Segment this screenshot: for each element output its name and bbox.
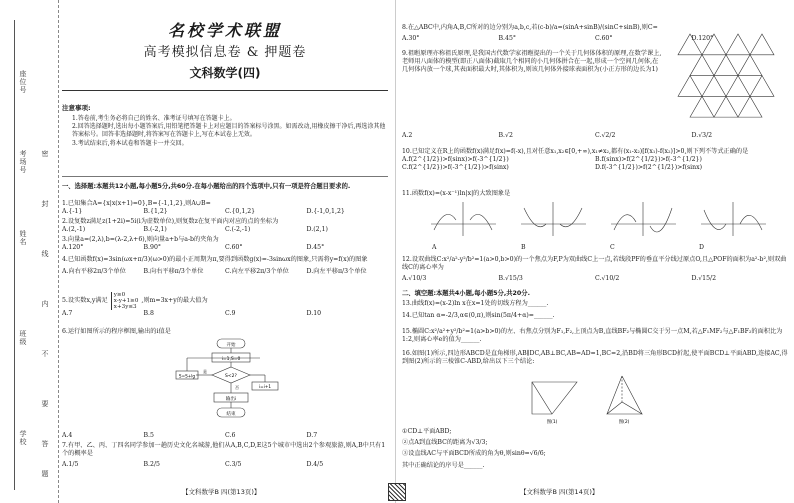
question-stem: 5.设实数x,y满足: [62, 297, 108, 305]
option-c: C.3/5: [225, 461, 242, 469]
option-d: D.√3/2: [691, 132, 713, 139]
question-10: [402, 148, 788, 173]
binding-label-seat: 座位号: [19, 70, 27, 94]
option-a: A.1/5: [62, 461, 79, 469]
question-6-options: [62, 432, 388, 440]
question-3: [62, 236, 388, 252]
q16-item: 其中正确结论的序号是______.: [402, 461, 485, 469]
lattice-triangle: [738, 55, 762, 76]
option-c: C.√2/2: [595, 132, 616, 139]
option-a: A.(2,-1): [62, 226, 86, 234]
lattice-triangle: [750, 34, 774, 55]
question-15: [402, 328, 788, 344]
option-d: D.f(-3^{1/2})>f(2^{1/2})>f(sinx): [595, 164, 703, 172]
lattice-triangle: [702, 34, 726, 55]
question-stem: 1.已知集合A={x|x(x+1)=0},B={-1,1,2},则A∪B=: [62, 200, 211, 207]
flow-yes-label: 是: [203, 369, 207, 374]
option-d: D.7: [306, 432, 318, 439]
note-item: 2.回答选择题时,选出每小题答案后,用铅笔把答题卡上对应题目的答案标号涂黑。如需改动,用橡皮擦干净后,再选涂其他答案标号。回答非选择题时,将答案写在答题卡上,写在本试卷上无效。: [72, 123, 386, 139]
figure-1-caption: 图(1): [546, 420, 558, 425]
option-d: D.{-1,0,1,2}: [306, 208, 345, 216]
paper-title: 文科数学(四): [189, 66, 261, 80]
flow-no-label: 否: [235, 385, 239, 390]
section-choice: [62, 183, 388, 191]
question-stem: 9.祖暅原理亦称祖氏原理,是我国古代数学家祖暅提出的一个关于几何体体积的原理,在数学课上,老师用八面体的模型(即正八面体)截取几个相同的小几何体拼合在一起,形成一个空间几何体,在几何体内放一个球,其表面积最大时,其体积为,则该几何体外接球表面积为(小正方形的边长为1): [402, 50, 662, 74]
option-c: C.(-2,-1): [225, 226, 251, 234]
question-12: [402, 256, 788, 284]
option-b: B.5: [143, 432, 154, 439]
question-2: [62, 218, 388, 234]
question-stem: 15.椭圆C:x²/a²+y²/b²=1(a>b>0)的左、右焦点分别为F₁,F₂,上顶点为B,直线BF₂与椭圆C交于另一点M,若△F₁MF₂与△F₁BF₂的面积比为1:2,则离心率e的值为______.: [402, 328, 783, 344]
lattice-triangle: [690, 55, 714, 76]
option-d: D.(2,1): [306, 226, 328, 234]
options: [402, 132, 788, 140]
footer-left: 【文科数学B 四(第13页)】: [182, 488, 261, 496]
seal-word: 要: [41, 400, 49, 408]
question-16-items: [402, 428, 788, 470]
options: [402, 244, 788, 252]
option-b: B.8: [143, 310, 154, 318]
notes-rule: [62, 176, 388, 177]
exam-brand-title: 名校学术联盟: [167, 21, 282, 40]
options: [402, 275, 788, 283]
flow-step2-label: i=i+1: [258, 384, 272, 389]
option-a: A.7: [62, 310, 73, 318]
lattice-triangle: [714, 55, 738, 76]
question-4: [62, 256, 388, 276]
question-stem: 14.已知tan α=-2/3,α∈(0,π),则sin(5π/4+α)=______.: [402, 312, 555, 319]
option-c: C.√10/2: [595, 275, 620, 283]
options: [62, 244, 388, 252]
section-fill: [402, 290, 788, 298]
question-5: [62, 292, 388, 319]
q16-item: ②点A到直线BC的距离为√3/3;: [402, 439, 488, 447]
binding-line: [14, 20, 15, 490]
option-c: C.6: [225, 432, 236, 439]
function-graphs: [426, 200, 786, 242]
constraint-3: x+3y≤3: [113, 304, 137, 311]
question-stem: 13.曲线f(x)=(x-2)ln x在x=1处的切线方程为______.: [402, 300, 549, 307]
binding-label-room: 考场号: [19, 150, 27, 174]
option-a: A.f(2^{1/2})>f(sinx)>f(-3^{1/2}): [402, 156, 509, 164]
constraint-2: x-y+1≥0: [113, 298, 139, 305]
option-a: A.4: [62, 432, 73, 439]
lattice-figure: [674, 30, 784, 130]
binding-margin: [0, 0, 59, 503]
binding-label-class: 班级: [19, 330, 27, 346]
lattice-triangle: [702, 76, 726, 97]
option-b: B.√2: [498, 132, 513, 139]
seal-word: 封: [41, 200, 49, 208]
option-a: A.30°: [402, 35, 420, 43]
option-d: D.10: [306, 310, 322, 318]
options: [62, 226, 388, 234]
option-b: B.(-2,1): [143, 226, 167, 234]
lattice-triangle: [726, 34, 750, 55]
option-c: C.9: [225, 310, 236, 318]
seal-word: 内: [41, 300, 49, 308]
option-d: D.45°: [306, 244, 325, 252]
note-item: 3.考试结束后,将本试卷和答题卡一并交回。: [72, 140, 188, 148]
notes-heading: 注意事项:: [62, 104, 91, 112]
flowchart-figure: [172, 338, 292, 430]
option-c: C.f(2^{1/2})>f(-3^{1/2})>f(sinx): [402, 164, 509, 172]
figure-2-caption: 图(2): [618, 420, 630, 425]
question-stem: 10.已知定义在R上的函数f(x)满足f(x)=f(-x),且对任意x₁,x₂∈[0,+∞),x₁≠x₂,都有(x₁-x₂)[f(x₁)-f(x₂)]>0,则下列不等式正确的是: [402, 148, 749, 155]
option-b: B: [521, 244, 526, 251]
question-stem: 8.在△ABC中,内角A,B,C所对的边分别为a,b,c,若(c-b)/a=(sinA+sinB)/(sinC+sinB),则C=: [402, 24, 658, 31]
question-16: [402, 350, 788, 366]
options: [62, 461, 388, 469]
question-11: [402, 190, 788, 198]
column-divider: [395, 0, 396, 503]
options: [62, 432, 388, 440]
option-a: A.√10/3: [402, 275, 427, 283]
option-b: B.90°: [143, 244, 161, 252]
question-stem: 16.如图(1)所示,四边形ABCD是直角梯形,AB∥DC,AB⊥BC,AB=AD=1,BC=2,沿BD将三角形BCD折起,使平面BCD⊥平面ABD,连接AC,得到图(2)所示的三棱锥C-ABD,给出以下三个结论:: [402, 350, 788, 366]
question-stem: 11.函数f(x)=(x-x⁻¹)ln|x|的大致图象是: [402, 190, 511, 197]
lattice-triangle: [738, 96, 762, 117]
question-tail: ,则m=3x+y的最大值为: [141, 297, 208, 305]
question-stem: 7.有甲、乙、丙、丁四名同学参加一趟历史文化名城游,他们从A,B,C,D,E这5个城市中选出2个参观旅游,则A,B中只有1个的概率是: [62, 442, 386, 458]
option-a: A.{-1}: [62, 208, 83, 216]
options: [62, 268, 388, 276]
binding-label-school: 学校: [19, 430, 27, 446]
question-stem: 12.设双曲线C:x²/a²-y²/b²=1(a>0,b>0)的一个焦点为F,P为双曲线C上一点,若线段PF的垂直平分线过原点O,且△POF的面积为a²-b²,则双曲线C的离心率为: [402, 256, 787, 272]
option-d: D.√15/2: [691, 275, 717, 283]
option-c: C: [610, 244, 615, 251]
options: [62, 310, 388, 318]
question-7: [62, 442, 388, 470]
option-b: B.45°: [498, 35, 516, 43]
left-column: [62, 0, 388, 503]
option-a: A.向右平移2π/3个单位: [62, 268, 126, 276]
lattice-triangle: [678, 34, 702, 55]
question-14: [402, 312, 788, 320]
footer-right: 【文科数学B 四(第14页)】: [520, 488, 599, 496]
option-b: B.√15/3: [498, 275, 523, 283]
question-stem: 3.向量a=(2,λ),b=(λ-2,λ+6),则向量a+b与a-b的夹角为: [62, 236, 219, 243]
note-item: 1.答卷前,考生务必将自己的姓名、准考证号填写在答题卡上。: [72, 114, 236, 122]
flow-judge-label: S<2?: [225, 374, 237, 379]
lattice-triangle: [690, 96, 714, 117]
options: [62, 208, 388, 216]
flow-output-label: 输出i: [225, 397, 237, 402]
lattice-triangle: [678, 76, 702, 97]
lattice-triangle: [726, 76, 750, 97]
question-13: [402, 300, 788, 308]
flow-init-label: i=1,S=0: [221, 357, 241, 362]
question-stem: 6.运行如图所示的程序框图,输出的i值是: [62, 328, 171, 335]
seal-word: 题: [41, 470, 49, 478]
q16-item: ①CD⊥平面ABD;: [402, 428, 452, 435]
option-b: B.向右平移π/3个单位: [143, 268, 204, 276]
constraint-system: [111, 292, 139, 310]
option-c: C.向左平移2π/3个单位: [225, 268, 289, 276]
section-heading: 一、选择题:本题共12小题,每小题5分,共60分.在每小题给出的四个选项中,只有一项是符合题目要求的.: [62, 183, 351, 190]
question-9-options: [402, 132, 788, 140]
header-rule: [62, 90, 388, 91]
right-column: [402, 0, 788, 503]
q16-item: ③设直线AC与平面BCD所成的角为θ,则sinθ=√6/6;: [402, 450, 546, 458]
option-a: A.120°: [62, 244, 84, 252]
option-c: C.60°: [595, 35, 613, 43]
question-6: [62, 328, 388, 336]
flow-step1-label: S=S+lg: [178, 373, 196, 379]
exam-subtitle: 高考模拟信息卷 & 押题卷: [143, 45, 307, 60]
question-stem: 4.已知函数f(x)=3sin(ωx+π/3)(ω>0)的最小正周期为π,要得到函数g(x)=-3sinωx的图象,只需将y=f(x)的图象: [62, 256, 368, 263]
options-row-1: [402, 156, 788, 164]
flow-end-label: 结束: [226, 412, 236, 417]
lattice-triangle: [714, 96, 738, 117]
option-b: B.2/5: [143, 461, 160, 469]
option-d: D: [699, 244, 704, 251]
option-d: D.向左平移π/3个单位: [306, 268, 367, 276]
lattice-triangle: [750, 76, 774, 97]
option-b: B.{1,2}: [143, 208, 168, 216]
option-c: C.60°: [225, 244, 243, 252]
question-stem: 2.设复数z满足z(1+2i)=5i(i为虚数单位),则复数z在复平面内对应的点的坐标为: [62, 218, 279, 225]
flow-start-label: 开始: [226, 343, 236, 348]
option-d: D.4/5: [306, 461, 324, 469]
seal-word: 不: [41, 350, 49, 358]
option-d: D.120°: [691, 35, 714, 43]
constraint-1: y≥0: [113, 292, 126, 298]
option-b: B.f(sinx)>f(2^{1/2})>f(-3^{1/2}): [595, 156, 702, 164]
option-c: C.{0,1,2}: [225, 208, 256, 216]
seal-word: 密: [41, 150, 49, 158]
notes-block: [62, 104, 388, 149]
seal-word: 线: [41, 250, 49, 258]
seal-word: 答: [41, 440, 49, 448]
option-a: A.2: [402, 132, 413, 139]
question-11-options: [402, 244, 788, 252]
binding-label-name: 姓名: [19, 230, 27, 246]
options-row-2: [402, 164, 788, 172]
q16-figures: [522, 372, 672, 426]
question-9: [402, 50, 664, 75]
question-1: [62, 200, 388, 216]
option-a: A: [432, 244, 437, 251]
section-heading: 二、填空题:本题共4小题,每小题5分,共20分.: [402, 290, 530, 297]
